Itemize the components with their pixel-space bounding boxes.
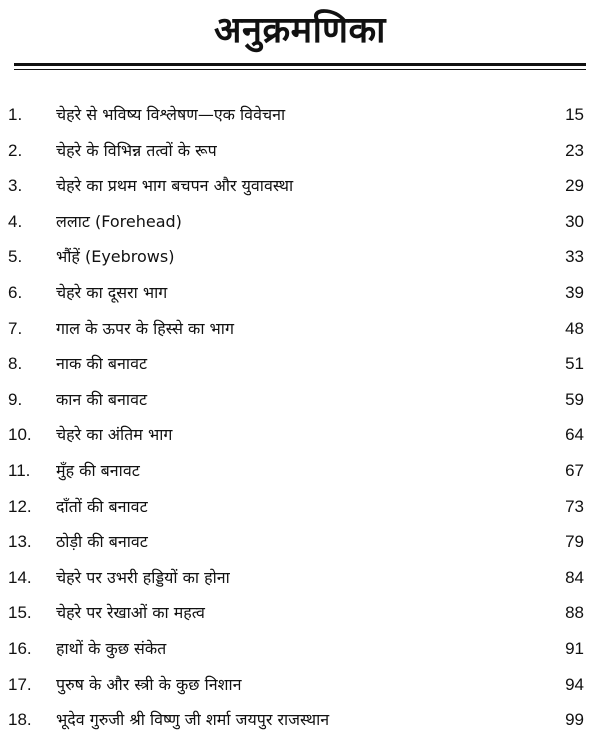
- toc-entry: [0, 631, 600, 667]
- entry-number: 1.: [8, 105, 23, 124]
- entry-title: मुँह की बनावट: [56, 460, 140, 480]
- entry-page-number: 29: [565, 176, 584, 196]
- entry-page-number: 94: [565, 674, 584, 694]
- toc-entry: [0, 168, 600, 204]
- title-rule-thick: [14, 63, 586, 66]
- entry-number: 16.: [8, 638, 32, 658]
- entry-page-number: 15: [565, 105, 584, 124]
- entry-title: ललाट (Forehead): [56, 211, 182, 231]
- entry-number: 2.: [8, 140, 23, 160]
- entry-title: नाक की बनावट: [56, 354, 148, 374]
- entry-page-number: 39: [565, 282, 584, 302]
- entry-title: चेहरे से भविष्य विश्लेषण—एक विवेचना: [56, 105, 286, 124]
- entry-number: 8.: [8, 354, 23, 374]
- entry-number: 12.: [8, 496, 32, 516]
- toc-entry: [0, 417, 600, 453]
- entry-number: 9.: [8, 389, 23, 409]
- entry-number: 15.: [8, 603, 32, 623]
- entry-number: 10.: [8, 425, 32, 445]
- toc-entry: [0, 97, 600, 133]
- entry-number: 14.: [8, 567, 32, 587]
- entry-title: चेहरे के विभिन्न तत्वों के रूप: [56, 140, 217, 160]
- entry-page-number: 64: [565, 425, 584, 445]
- entry-page-number: 67: [565, 460, 584, 480]
- entry-page-number: 88: [565, 603, 584, 623]
- entry-number: 11.: [8, 460, 31, 480]
- entry-number: 3.: [8, 176, 23, 196]
- entry-page-number: 23: [565, 140, 584, 160]
- entry-page-number: 99: [565, 710, 584, 730]
- entry-page-number: 30: [565, 211, 584, 231]
- entry-title: भूदेव गुरुजी श्री विष्णु जी शर्मा जयपुर राजस्थान: [56, 710, 330, 730]
- entry-page-number: 84: [565, 567, 584, 587]
- toc-entry: [0, 489, 600, 525]
- entry-page-number: 73: [565, 496, 584, 516]
- entry-number: 6.: [8, 282, 23, 302]
- entry-title: चेहरे का दूसरा भाग: [56, 282, 168, 302]
- entry-page-number: 79: [565, 532, 584, 552]
- title-rule-thin: [14, 69, 586, 70]
- toc-entry: [0, 239, 600, 275]
- entry-page-number: 91: [565, 638, 584, 658]
- toc-entry: [0, 311, 600, 347]
- entry-number: 13.: [8, 532, 32, 552]
- entry-title: कान की बनावट: [56, 389, 148, 409]
- toc-entry: [0, 346, 600, 382]
- entry-page-number: 59: [565, 389, 584, 409]
- entry-title: दाँतों की बनावट: [56, 496, 148, 516]
- entry-number: 4.: [8, 211, 23, 231]
- toc-entry: [0, 667, 600, 703]
- entry-number: 18.: [8, 710, 32, 730]
- entry-number: 17.: [8, 674, 32, 694]
- page-title: अनुक्रमणिका: [214, 10, 386, 51]
- entry-title: भौंहें (Eyebrows): [56, 247, 175, 267]
- toc-entry: [0, 595, 600, 631]
- entry-title: चेहरे का अंतिम भाग: [56, 425, 173, 445]
- entry-title: चेहरे पर रेखाओं का महत्व: [56, 603, 205, 623]
- entry-number: 7.: [8, 318, 23, 338]
- entry-title: ठोड़ी की बनावट: [56, 532, 148, 552]
- toc-entry: [0, 560, 600, 596]
- table-of-contents: [0, 97, 600, 738]
- toc-entry: [0, 702, 600, 738]
- entry-page-number: 33: [565, 247, 584, 267]
- entry-title: हाथों के कुछ संकेत: [56, 638, 167, 658]
- entry-title: पुरुष के और स्त्री के कुछ निशान: [56, 674, 242, 694]
- toc-entry: [0, 382, 600, 418]
- toc-entry: [0, 275, 600, 311]
- entry-number: 5.: [8, 247, 23, 267]
- toc-entry: [0, 453, 600, 489]
- entry-title: चेहरे पर उभरी हड्डियों का होना: [56, 567, 230, 587]
- entry-title: गाल के ऊपर के हिस्से का भाग: [56, 318, 234, 338]
- entry-page-number: 48: [565, 318, 584, 338]
- toc-entry: [0, 204, 600, 240]
- toc-entry: [0, 133, 600, 169]
- toc-entry: [0, 524, 600, 560]
- entry-title: चेहरे का प्रथम भाग बचपन और युवावस्था: [56, 176, 294, 196]
- entry-page-number: 51: [565, 354, 584, 374]
